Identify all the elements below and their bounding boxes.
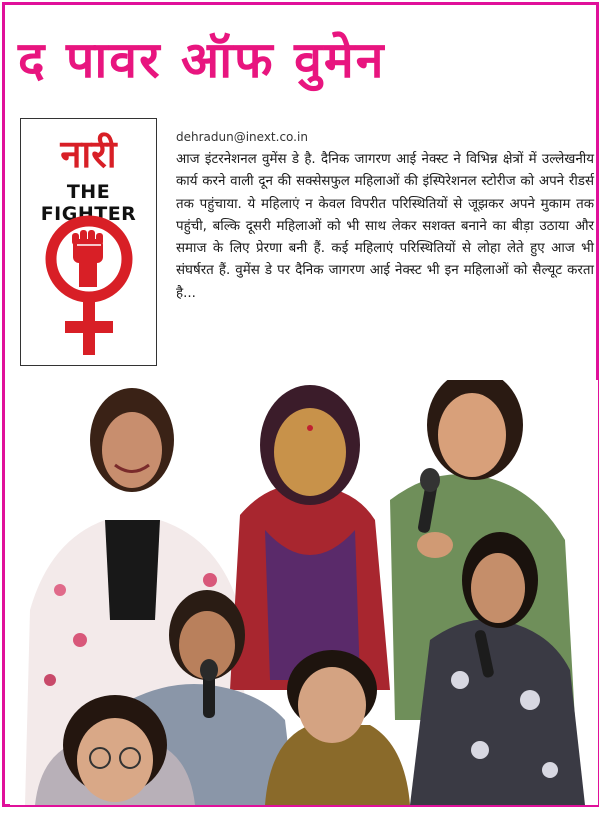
female-symbol-fist-icon [39,209,139,359]
byline-email: dehradun@inext.co.in [176,130,308,144]
headline: द पावर ऑफ वुमेन [18,31,386,89]
article-body: आज इंटरनेशनल वुमेंस डे है. दैनिक जागरण आई नेक्स्ट ने विभिन्न क्षेत्रों में उल्लेखनीय कार्य करने वाली दून की सक्सेसफुल महिलाओं की इंस्पिरेशनल स्टोरीज को अपने रीडर्स तक पहुंचाया. ये महिलाएं न केवल विपरीत परिस्थितियों से जूझकर अपने मुकाम तक पहुंची, बल्कि दूसरी महिलाओं को भी साथ लेकर सशक्त बनाने का बीड़ा उठाया और समाज के लिए प्रेरणा बनी हैं. कई महिलाएं परिस्थितियों से लोहा लेते हुए आज भी संघर्षरत हैं. वुमेंस डे पर दैनिक जागरण आई नेक्स्ट भी इन महिलाओं को सैल्यूट करता है... [176,152,594,301]
women-collage-photo [10,380,598,805]
nari-the-fighter-logo [20,118,157,366]
logo-title: नारी [60,132,117,176]
logo-subtitle: THE FIGHTER [40,181,137,225]
